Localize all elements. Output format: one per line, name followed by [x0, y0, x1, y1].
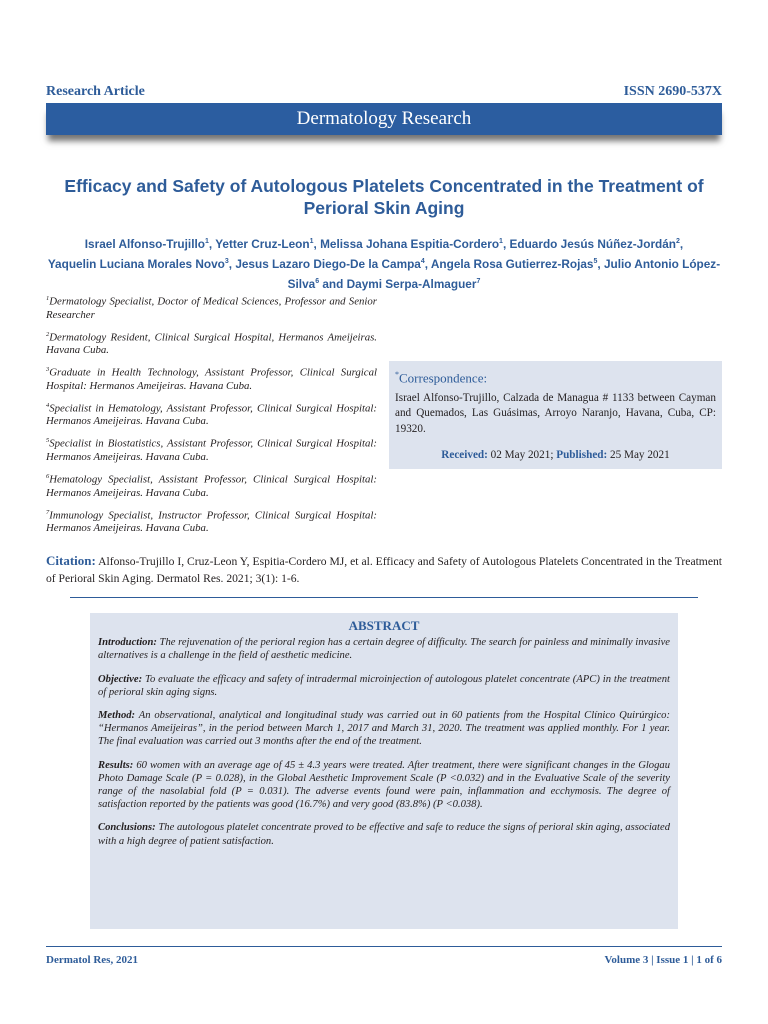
affiliation: $^3$Graduate in Health Technology, Assistant Professor, Clinical Surgical Hospital: Hermanos Ameijeiras. Havana Cuba.: [46, 366, 377, 392]
divider: [70, 597, 698, 598]
author: Israel Alfonso-Trujillo$^1$,: [84, 236, 216, 251]
citation: [46, 553, 722, 587]
footer-page-info: Volume 3 | Issue 1 | 1 of 6: [604, 954, 722, 966]
article-title: Efficacy and Safety of Autologous Platelets Concentrated in the Treatment of Perioral Skin Aging: [64, 176, 704, 218]
correspondence-heading: *Correspondence:: [395, 370, 488, 386]
article-type: Research Article: [46, 84, 145, 99]
page-footer: [46, 954, 722, 970]
abstract-box: [90, 613, 678, 929]
affiliation: $^7$Immunology Specialist, Instructor Professor, Clinical Surgical Hospital: Hermanos Ameijeiras. Havana Cuba.: [46, 508, 377, 535]
affiliation: $^2$Dermatology Resident, Clinical Surgical Hospital, Hermanos Ameijeiras. Havana Cuba.: [46, 330, 377, 357]
top-header: [46, 84, 722, 102]
author: Yaquelin Luciana Morales Novo$^3$,: [47, 256, 236, 271]
author: Angela Rosa Gutierrez-Rojas$^5$,: [430, 256, 604, 271]
author: Julio Antonio López-Silva$^6$ and: [287, 256, 721, 291]
issn: ISSN 2690-537X: [623, 84, 722, 99]
affiliation: $^4$Specialist in Hematology, Assistant Professor, Clinical Surgical Hospital: Hermanos Ameijeiras. Havana Cuba.: [46, 401, 377, 428]
affiliation: $^6$Hematology Specialist, Assistant Professor, Clinical Surgical Hospital: Hermanos Ameijeiras. Havana Cuba.: [46, 472, 377, 499]
correspondence-text: Israel Alfonso-Trujillo, Calzada de Managua # 1133 between Cayman and Quemados, Las Guásimas, Arroyo Naranjo, Havana, Cuba, CP: 19320.: [395, 391, 716, 435]
journal-banner: Dermatology Research: [46, 103, 722, 135]
footer-divider: [46, 946, 722, 947]
author: Daymi Serpa-Almaguer$^7$: [346, 276, 481, 291]
footer-journal: Dermatol Res, 2021: [46, 954, 138, 966]
author-list: [40, 233, 728, 293]
abstract-method: Method: An observational, analytical and longitudinal study was carried out in 60 patients from the Hospital Clínico Quirúrgico: “Hermanos Ameijeiras”, in the period between March 1, 2017 and March 31, 2020. The treatment was applied monthly. For 1 year. The final evaluation was carried out 3 months after the end of the treatment.: [98, 710, 670, 748]
abstract-results: Results: 60 women with an average age of 45 ± 4.3 years were treated. After treatment, there were significant changes in the Glogau Photo Damage Scale (P = 0.028), in the Global Aesthetic Improvement Scale (P <0.032) and in the Evaluative Scale of the severity range of the nasolabial fold (P = 0.031). The adverse events found were pain, inflammation and ecchymosis. The degree of satisfaction reported by the patients was good (16.7%) and very good (83.8%) (P <0.038).: [98, 759, 670, 811]
abstract-objective: Objective: To evaluate the efficacy and safety of intradermal microinjection of autologous platelet concentrate (APC) in the treatment of perioral skin aging signs.: [98, 673, 670, 698]
affiliations: [46, 292, 377, 541]
publication-dates: Received: 02 May 2021; Published: 25 May 2021: [441, 449, 670, 462]
affiliation: $^5$Specialist in Biostatistics, Assistant Professor, Clinical Surgical Hospital: Hermanos Ameijeiras. Havana Cuba.: [46, 437, 377, 463]
correspondence-box: [389, 361, 722, 469]
abstract-introduction: Introduction: The rejuvenation of the perioral region has a certain degree of difficulty. The search for painless and minimally invasive alternatives is a challenge in the field of aesthetic medicine.: [98, 637, 670, 662]
abstract-heading: ABSTRACT: [348, 618, 420, 633]
author: Yetter Cruz-Leon$^1$,: [215, 236, 321, 251]
author: Melissa Johana Espitia-Cordero$^1$,: [320, 236, 510, 251]
author: Eduardo Jesús Núñez-Jordán$^2$,: [509, 236, 684, 251]
citation-label: Citation:: [46, 553, 96, 568]
citation-text: Alfonso-Trujillo I, Cruz-Leon Y, Espitia-Cordero MJ, et al. Efficacy and Safety of Autologous Platelets Concentrated in the Treatment of Perioral Skin Aging. Dermatol Res. 2021; 3(1): 1-6.: [46, 555, 722, 585]
affiliation: $^1$Dermatology Specialist, Doctor of Medical Sciences, Professor and Senior Researcher: [46, 295, 377, 321]
author: Jesus Lazaro Diego-De la Campa$^4$,: [235, 256, 431, 271]
abstract-conclusions: Conclusions: The autologous platelet concentrate proved to be effective and safe to reduce the signs of perioral skin aging, associated with a high degree of patient satisfaction.: [98, 822, 670, 847]
